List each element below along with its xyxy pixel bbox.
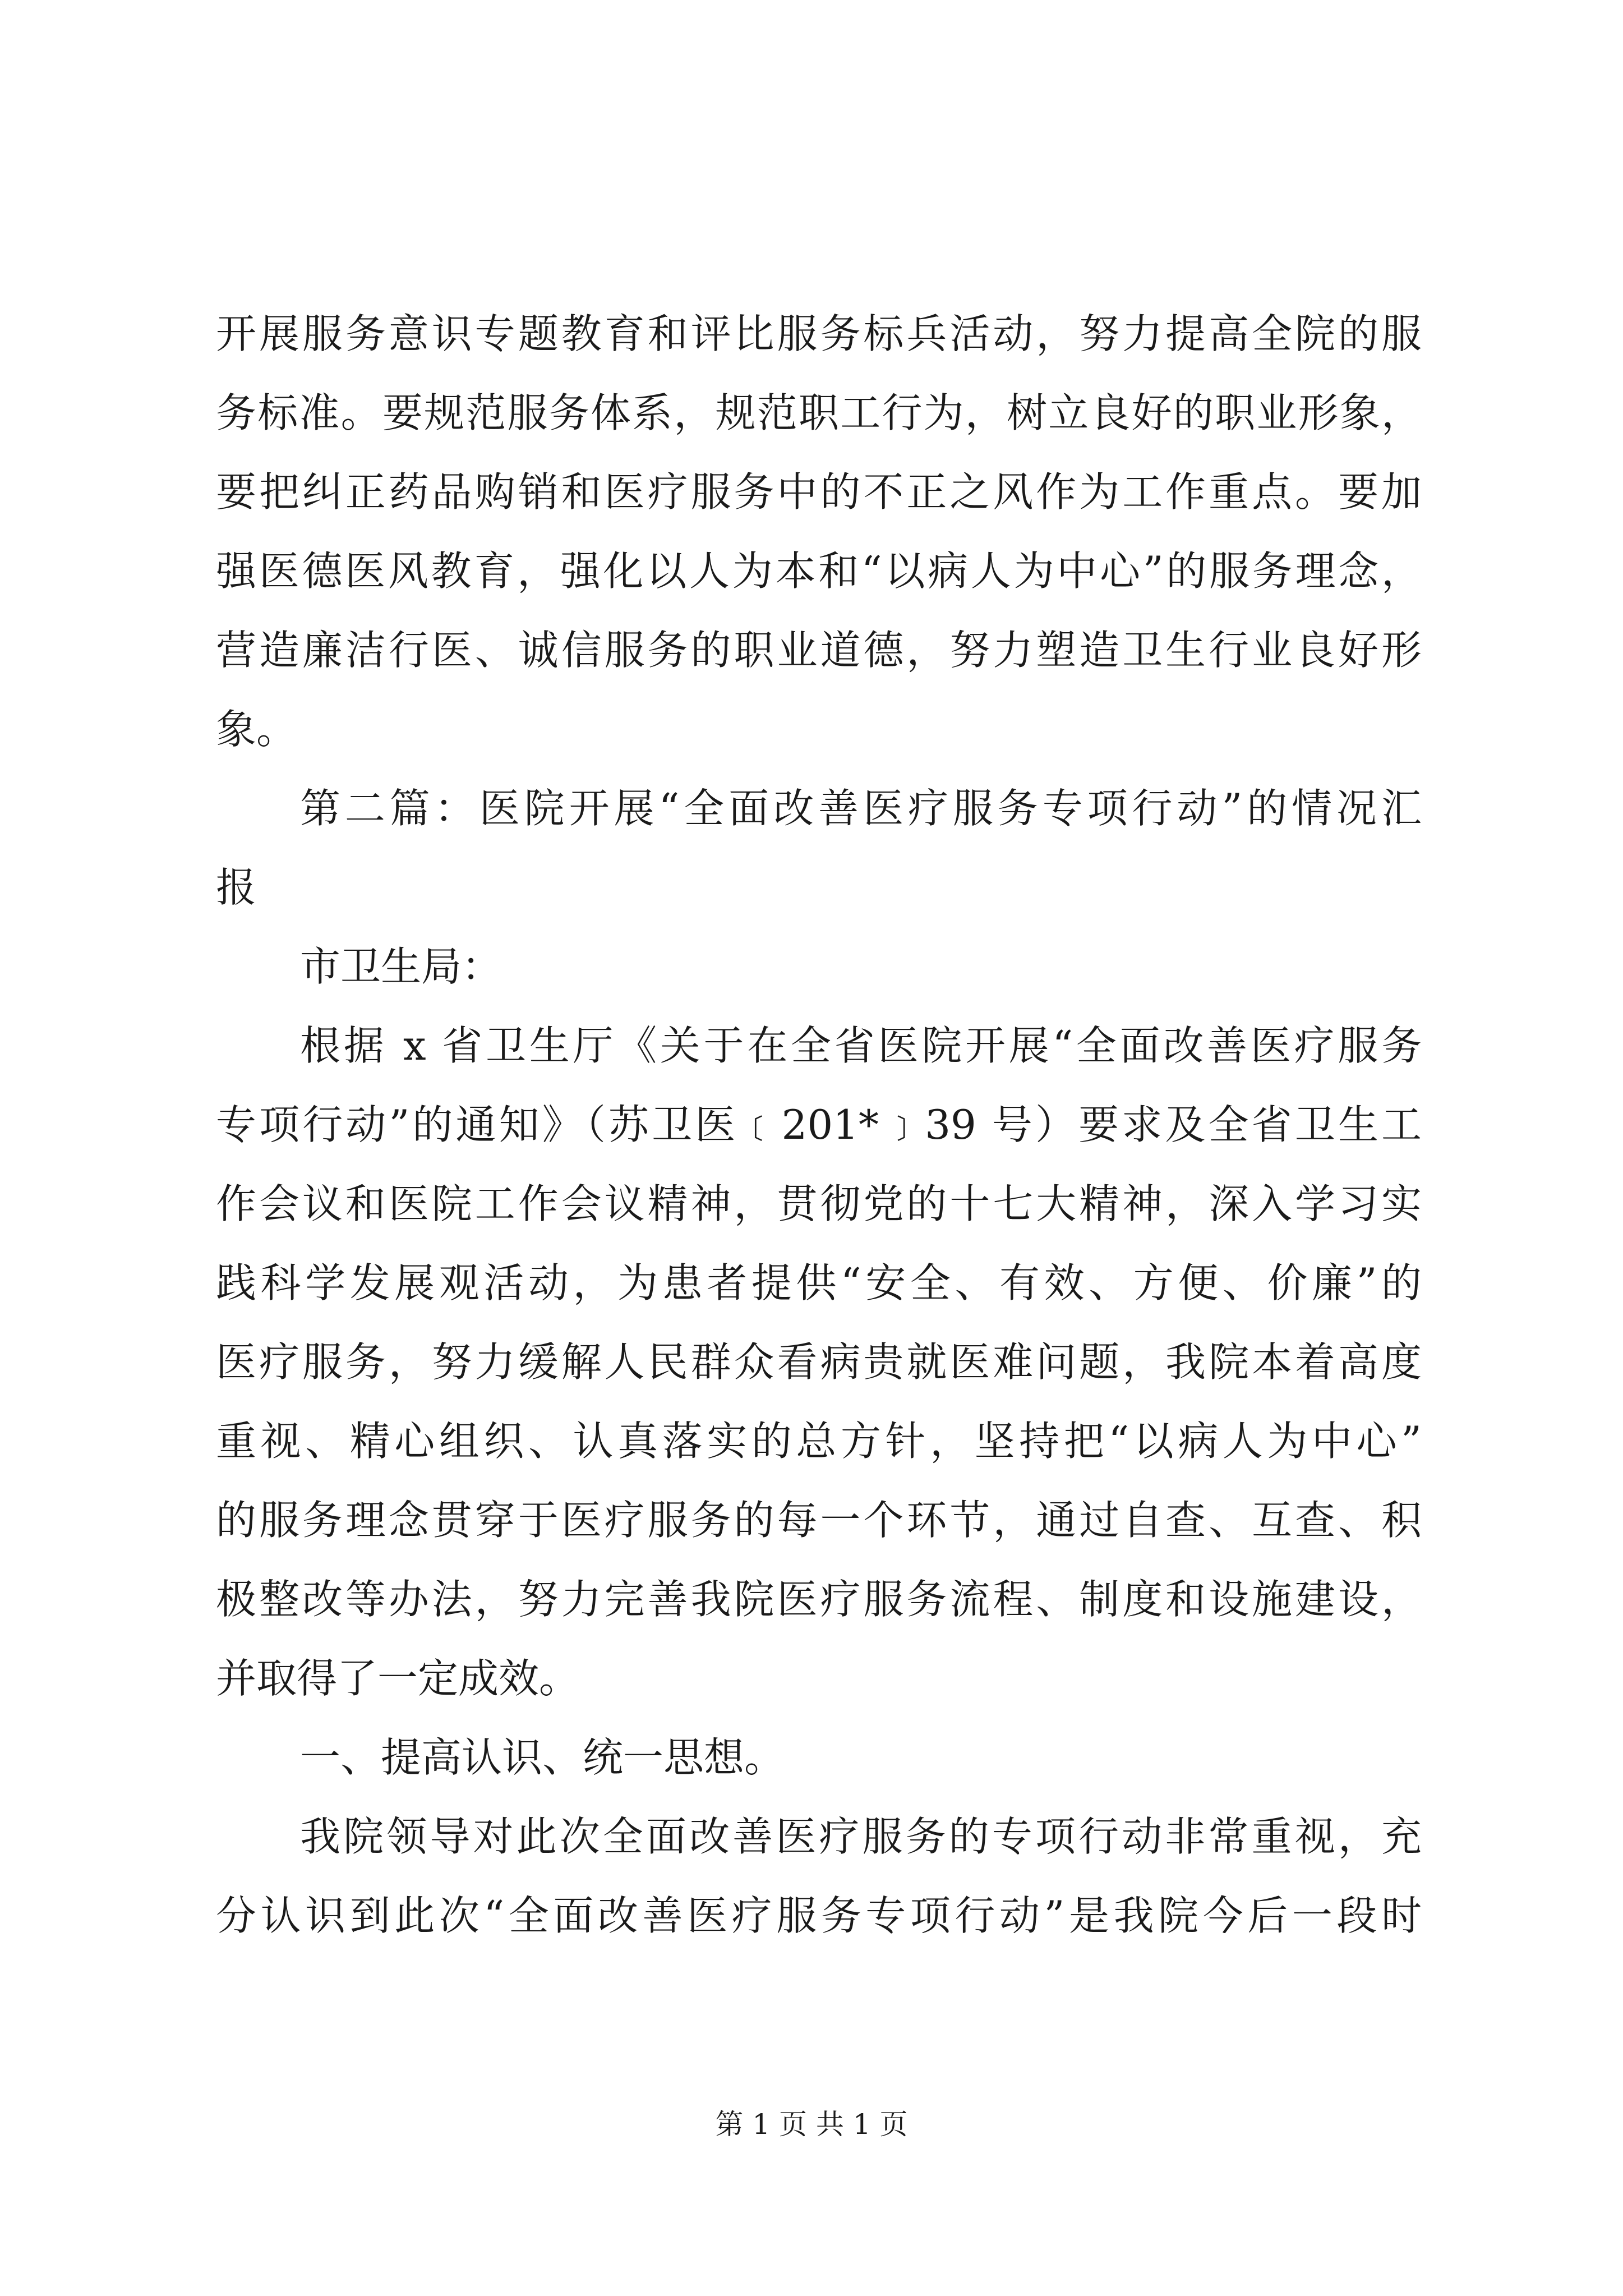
text-line: 极整改等办法，努力完善我院医疗服务流程、制度和设施建设， (216, 1576, 1422, 1623)
body-text (216, 295, 1422, 1955)
text-line: 并取得了一定成效。 (216, 1655, 580, 1702)
text-line: 强医德医风教育，强化以人为本和“以病人为中心”的服务理念， (216, 547, 1422, 595)
page-footer: 第 1 页 共 1 页 (715, 2108, 908, 2141)
text-line: 根据 x 省卫生厅《关于在全省医院开展“全面改善医疗服务 (300, 1022, 1422, 1069)
salutation: 市卫生局： (300, 943, 502, 990)
text-line: 营造廉洁行医、诚信服务的职业道德，努力塑造卫生行业良好形 (216, 627, 1422, 674)
text-line: 重视、精心组织、认真落实的总方针，坚持把“以病人为中心” (216, 1418, 1422, 1465)
text-line: 分认识到此次“全面改善医疗服务专项行动”是我院今后一段时 (216, 1892, 1422, 1939)
text-line: 务标准。要规范服务体系，规范职工行为，树立良好的职业形象， (216, 389, 1422, 436)
section-heading-cont: 报 (216, 864, 257, 911)
text-line: 专项行动”的通知》（苏卫医﹝201*﹞39 号）要求及全省卫生工 (216, 1101, 1422, 1148)
text-line: 的服务理念贯穿于医疗服务的每一个环节，通过自查、互查、积 (216, 1497, 1422, 1544)
section-heading: 第二篇：医院开展“全面改善医疗服务专项行动”的情况汇 (300, 785, 1422, 832)
text-line: 要把纠正药品购销和医疗服务中的不正之风作为工作重点。要加 (216, 468, 1422, 516)
text-line: 践科学发展观活动，为患者提供“安全、有效、方便、价廉”的 (216, 1259, 1422, 1306)
text-line: 象。 (216, 706, 297, 753)
text-line: 作会议和医院工作会议精神，贯彻党的十七大精神，深入学习实 (216, 1180, 1422, 1227)
text-line: 医疗服务，努力缓解人民群众看病贵就医难问题，我院本着高度 (216, 1338, 1422, 1386)
subsection-heading: 一、提高认识、统一思想。 (300, 1734, 785, 1781)
text-line: 开展服务意识专题教育和评比服务标兵活动，努力提高全院的服 (216, 310, 1422, 357)
text-line: 我院领导对此次全面改善医疗服务的专项行动非常重视，充 (300, 1813, 1422, 1860)
